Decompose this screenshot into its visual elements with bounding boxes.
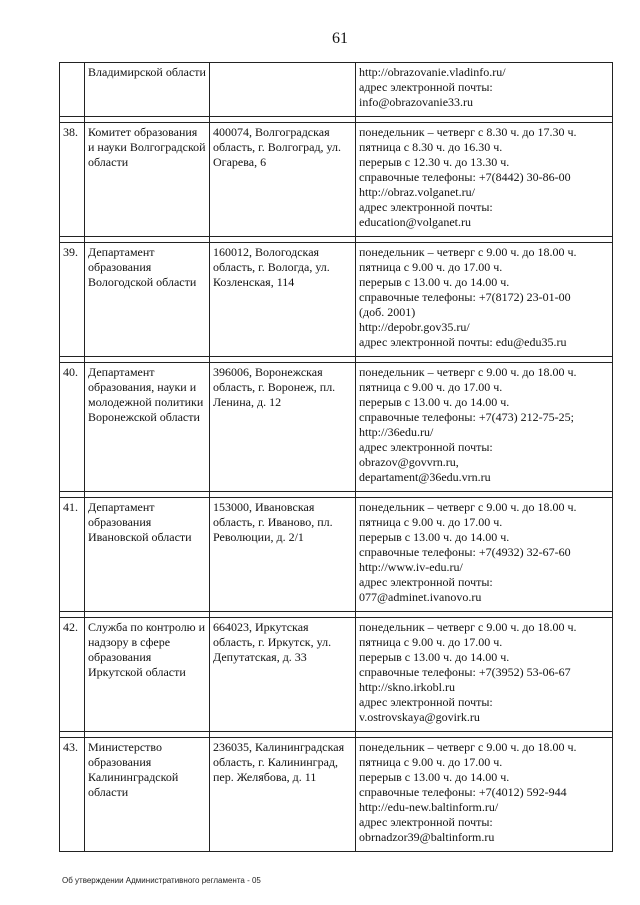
contact-line: пятница с 9.00 ч. до 17.00 ч. <box>359 515 503 529</box>
contact-line: obrnadzor39@baltinform.ru <box>359 830 495 844</box>
contact-line: понедельник – четверг с 9.00 ч. до 18.00 ч. <box>359 740 577 754</box>
authority-name: Министерство образования Калининградской области <box>85 738 210 852</box>
contact-line: справочные телефоны: +7(3952) 53-06-67 <box>359 665 571 679</box>
contact-line: справочные телефоны: +7(4932) 32-67-60 <box>359 545 571 559</box>
authority-contacts <box>356 123 613 237</box>
authority-name: Служба по контролю и надзору в сфере образования Иркутской области <box>85 618 210 732</box>
row-number: 39. <box>60 243 85 357</box>
contact-line: http://obraz.volganet.ru/ <box>359 185 475 199</box>
authority-address: 153000, Ивановская область, г. Иваново, пл. Революции, д. 2/1 <box>210 498 356 612</box>
contact-line: справочные телефоны: +7(8172) 23-01-00 <box>359 290 571 304</box>
contact-line: http://skno.irkobl.ru <box>359 680 455 694</box>
authority-address: 160012, Вологодская область, г. Вологда, ул. Козленская, 114 <box>210 243 356 357</box>
table-row <box>60 63 613 117</box>
table-row <box>60 243 613 357</box>
contact-line: пятница с 9.00 ч. до 17.00 ч. <box>359 260 503 274</box>
authority-address: 400074, Волгоградская область, г. Волгоград, ул. Огарева, 6 <box>210 123 356 237</box>
contact-line: obrazov@govvrn.ru, <box>359 455 459 469</box>
authority-contacts <box>356 363 613 492</box>
authority-contacts <box>356 243 613 357</box>
contact-line: info@obrazovanie33.ru <box>359 95 474 109</box>
authority-address: 236035, Калининградская область, г. Калининград, пер. Желябова, д. 11 <box>210 738 356 852</box>
contact-line: адрес электронной почты: <box>359 575 493 589</box>
contact-line: пятница с 8.30 ч. до 16.30 ч. <box>359 140 503 154</box>
authority-contacts <box>356 63 613 117</box>
contact-line: адрес электронной почты: edu@edu35.ru <box>359 335 567 349</box>
contact-line: понедельник – четверг с 9.00 ч. до 18.00 ч. <box>359 245 577 259</box>
contact-line: адрес электронной почты: <box>359 815 493 829</box>
table-row <box>60 123 613 237</box>
table-row <box>60 363 613 492</box>
contact-line: перерыв с 12.30 ч. до 13.30 ч. <box>359 155 510 169</box>
contact-line: пятница с 9.00 ч. до 17.00 ч. <box>359 635 503 649</box>
contact-line: перерыв с 13.00 ч. до 14.00 ч. <box>359 395 510 409</box>
contact-line: http://obrazovanie.vladinfo.ru/ <box>359 65 506 79</box>
contact-line: пятница с 9.00 ч. до 17.00 ч. <box>359 755 503 769</box>
authority-contacts <box>356 498 613 612</box>
contact-line: справочные телефоны: +7(8442) 30-86-00 <box>359 170 571 184</box>
page-number: 61 <box>332 30 348 47</box>
row-number: 40. <box>60 363 85 492</box>
contact-line: понедельник – четверг с 9.00 ч. до 18.00 ч. <box>359 500 577 514</box>
authority-address: 664023, Иркутская область, г. Иркутск, ул. Депутатская, д. 33 <box>210 618 356 732</box>
row-number: 41. <box>60 498 85 612</box>
authority-name: Владимирской области <box>85 63 210 117</box>
row-number <box>60 63 85 117</box>
contact-line: перерыв с 13.00 ч. до 14.00 ч. <box>359 530 510 544</box>
table-row <box>60 738 613 852</box>
footer-note: Об утверждении Административного регламента - 05 <box>62 876 261 885</box>
authority-address <box>210 63 356 117</box>
education-authorities-table <box>59 62 613 852</box>
authority-contacts <box>356 618 613 732</box>
authority-name: Комитет образования и науки Волгоградской области <box>85 123 210 237</box>
table-body <box>60 63 613 852</box>
authority-contacts <box>356 738 613 852</box>
contact-line: понедельник – четверг с 8.30 ч. до 17.30 ч. <box>359 125 577 139</box>
contact-line: адрес электронной почты: <box>359 80 493 94</box>
contact-line: education@volganet.ru <box>359 215 472 229</box>
contact-line: (доб. 2001) <box>359 305 416 319</box>
contact-line: departament@36edu.vrn.ru <box>359 470 491 484</box>
table-row <box>60 618 613 732</box>
contact-line: http://edu-new.baltinform.ru/ <box>359 800 499 814</box>
row-number: 43. <box>60 738 85 852</box>
contact-line: http://www.iv-edu.ru/ <box>359 560 463 574</box>
authority-name: Департамент образования Ивановской области <box>85 498 210 612</box>
table-row <box>60 498 613 612</box>
contact-line: понедельник – четверг с 9.00 ч. до 18.00 ч. <box>359 365 577 379</box>
contact-line: пятница с 9.00 ч. до 17.00 ч. <box>359 380 503 394</box>
contact-line: адрес электронной почты: <box>359 440 493 454</box>
contact-line: перерыв с 13.00 ч. до 14.00 ч. <box>359 650 510 664</box>
contact-line: адрес электронной почты: <box>359 200 493 214</box>
authority-address: 396006, Воронежская область, г. Воронеж, пл. Ленина, д. 12 <box>210 363 356 492</box>
contact-line: понедельник – четверг с 9.00 ч. до 18.00 ч. <box>359 620 577 634</box>
authority-name: Департамент образования, науки и молодежной политики Воронежской области <box>85 363 210 492</box>
contact-line: перерыв с 13.00 ч. до 14.00 ч. <box>359 770 510 784</box>
row-number: 42. <box>60 618 85 732</box>
contact-line: 077@adminet.ivanovo.ru <box>359 590 482 604</box>
contact-line: v.ostrovskaya@govirk.ru <box>359 710 480 724</box>
authority-name: Департамент образования Вологодской области <box>85 243 210 357</box>
contact-line: http://depobr.gov35.ru/ <box>359 320 470 334</box>
contact-line: справочные телефоны: +7(473) 212-75-25; <box>359 410 574 424</box>
contact-line: перерыв с 13.00 ч. до 14.00 ч. <box>359 275 510 289</box>
contact-line: http://36edu.ru/ <box>359 425 434 439</box>
contact-line: справочные телефоны: +7(4012) 592-944 <box>359 785 567 799</box>
contact-line: адрес электронной почты: <box>359 695 493 709</box>
row-number: 38. <box>60 123 85 237</box>
